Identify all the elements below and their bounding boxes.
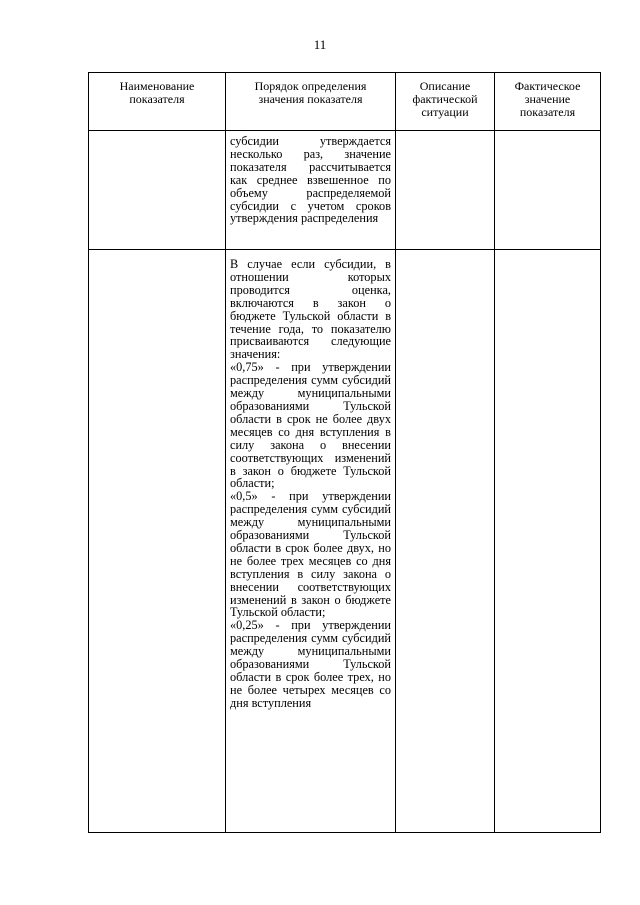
header-determination-procedure: Порядок определения значения показателя: [226, 73, 396, 131]
page-number: 11: [313, 37, 327, 52]
procedure-cell: [226, 250, 396, 833]
header-situation-description: Описание фактической ситуации: [396, 73, 495, 131]
indicator-table: [88, 72, 601, 833]
header-indicator-name: Наименование показателя: [89, 73, 226, 131]
table-header-row: [89, 73, 601, 131]
table-row: [89, 131, 601, 250]
description-cell: [396, 250, 495, 833]
table-row: [89, 250, 601, 833]
procedure-value-item-075: «0,75» - при утверждении распределения сумм субсидий между муниципальными образованиями Тульской области в срок не более двух месяцев со дня вступления в силу закона о внесении соответствующих изменений в закон о бюджете Тульской области;: [230, 360, 391, 491]
indicator-name-cell: [89, 250, 226, 833]
procedure-cell: [226, 131, 396, 250]
header-actual-value: Фактическое значение показателя: [495, 73, 601, 131]
description-cell: [396, 131, 495, 250]
value-cell: [495, 131, 601, 250]
indicator-name-cell: [89, 131, 226, 250]
value-cell: [495, 250, 601, 833]
procedure-text: субсидии утверждается несколько раз, значение показателя рассчитывается как среднее взвешенное по объему распределяемой субсидии с учетом сроков утверждения распределения: [230, 134, 391, 226]
procedure-value-item-05: «0,5» - при утверждении распределения сумм субсидий между муниципальными образованиями Тульской области в срок более двух, но не более трех месяцев со дня вступления в силу закона о внесении соответствующих изменений в закон о бюджете Тульской области;: [230, 489, 391, 620]
procedure-value-item-025: «0,25» - при утверждении распределения сумм субсидий между муниципальными образованиями Тульской области в срок более трех, но не более четырех месяцев со дня вступления: [230, 618, 391, 710]
procedure-intro-text: В случае если субсидии, в отношении которых проводится оценка, включаются в закон о бюджете Тульской области в течение года, то показателю присваиваются следующие значения:: [230, 257, 391, 362]
